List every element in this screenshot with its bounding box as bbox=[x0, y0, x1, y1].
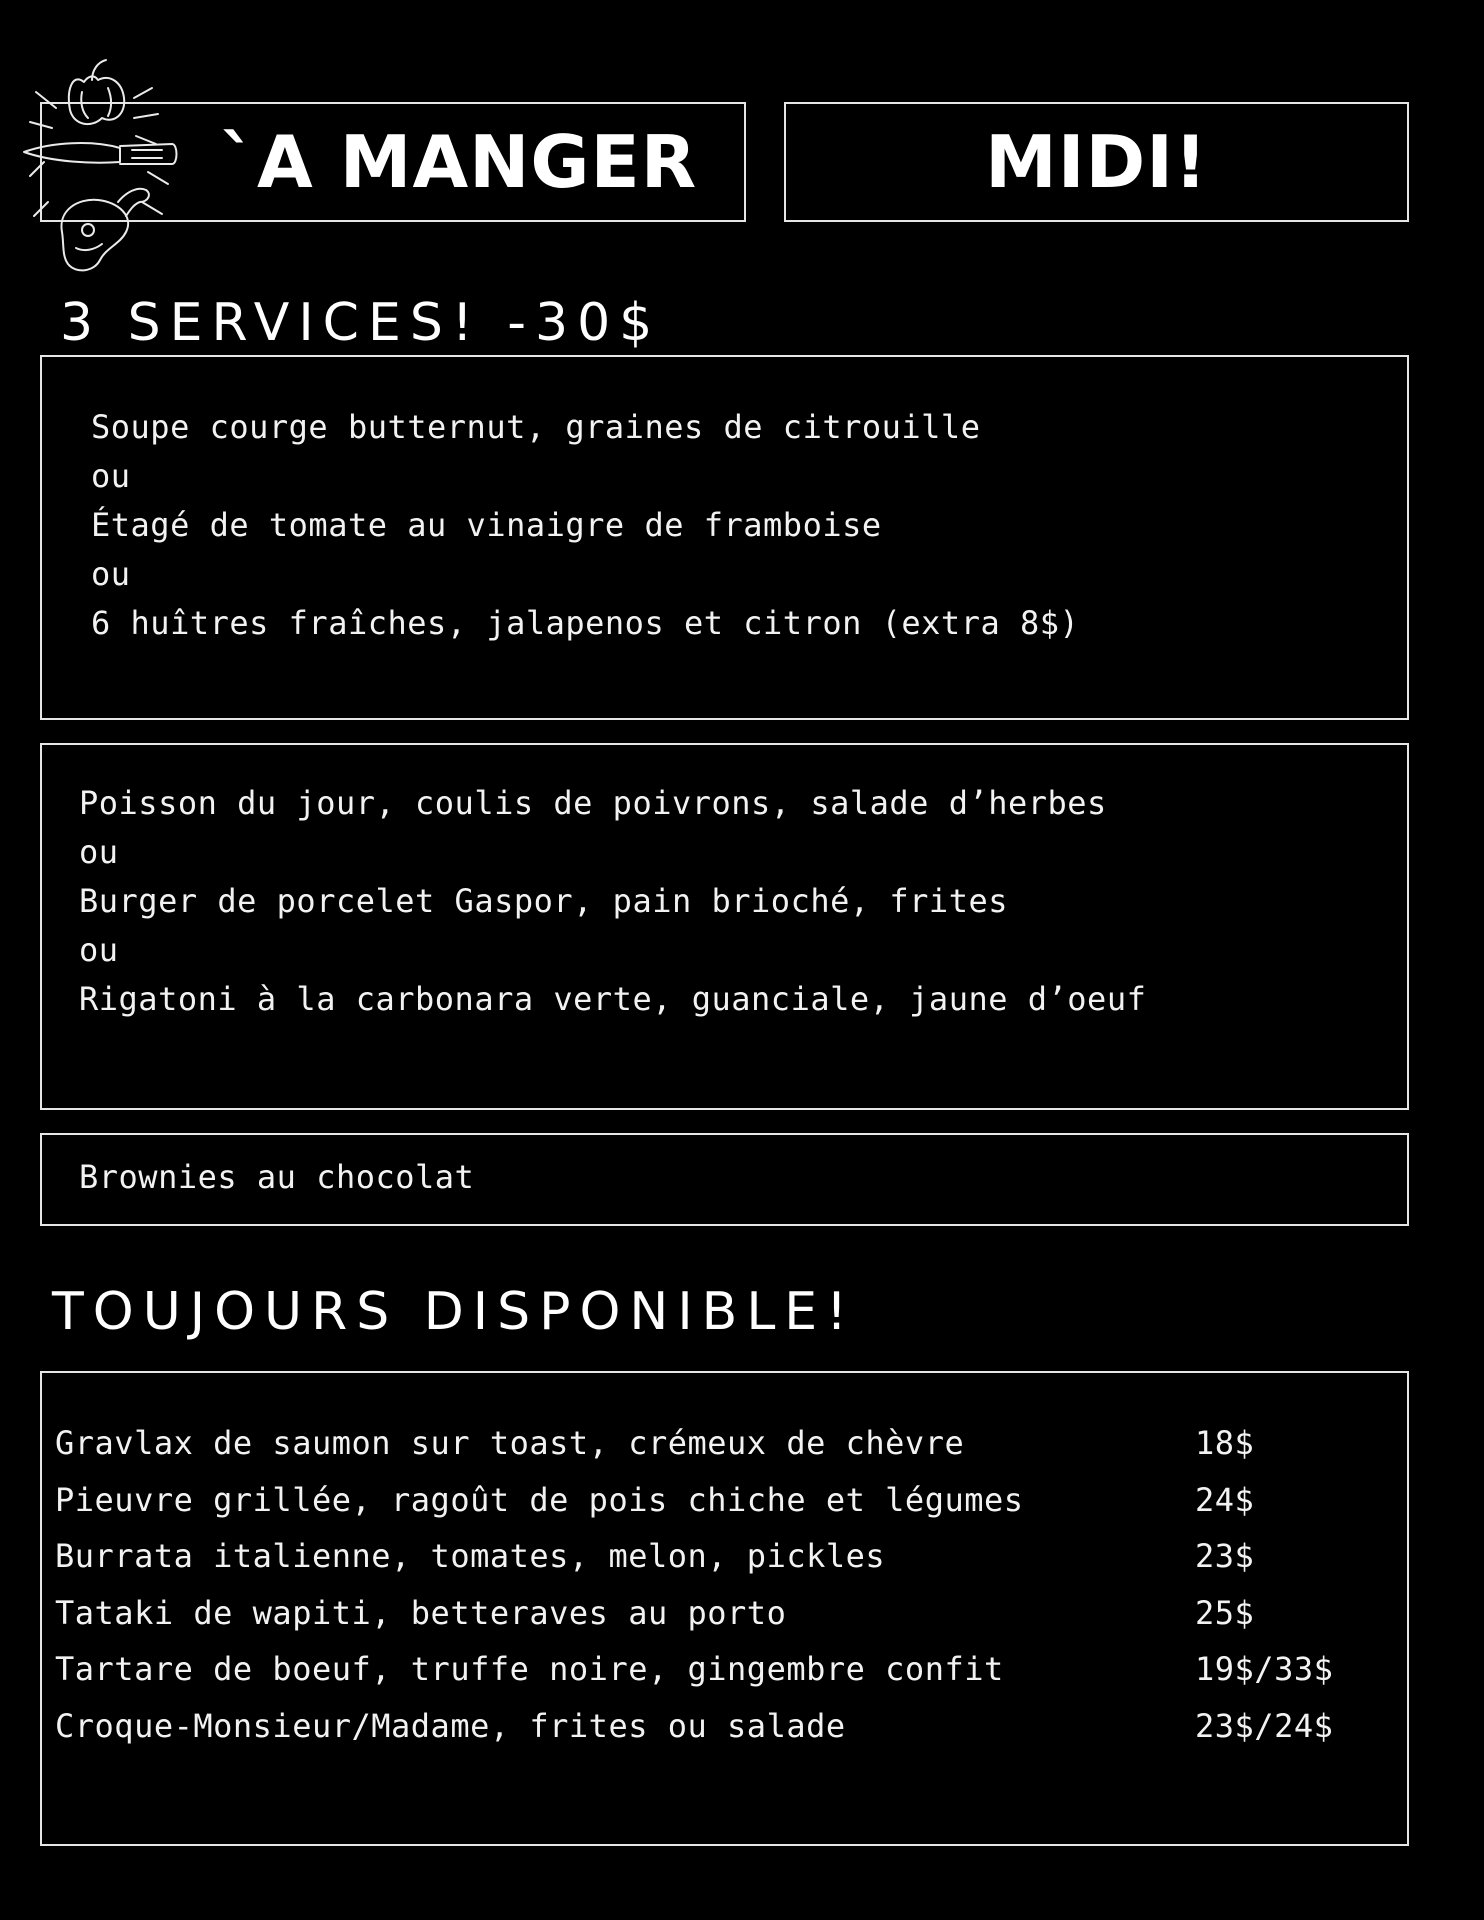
pepper-icon bbox=[69, 60, 124, 124]
dessert-box bbox=[40, 1133, 1409, 1226]
header-right-title: MIDI! bbox=[985, 120, 1208, 204]
toujours-heading: TOUJOURS DISPONIBLE! bbox=[52, 1282, 856, 1342]
plat-line: Poisson du jour, coulis de poivrons, salade d’herbes bbox=[79, 784, 1107, 822]
entree-line: Étagé de tomate au vinaigre de framboise bbox=[91, 506, 882, 544]
header-right-box bbox=[784, 102, 1409, 222]
plat-line: Burger de porcelet Gaspor, pain brioché, frites bbox=[79, 882, 1008, 920]
menu-item-dish: Tartare de boeuf, truffe noire, gingembre confit bbox=[55, 1650, 1004, 1688]
plats-box bbox=[40, 743, 1409, 1110]
sketch-illustration bbox=[22, 52, 192, 277]
entree-line: 6 huîtres fraîches, jalapenos et citron (extra 8$) bbox=[91, 604, 1080, 642]
menu-item-price: 24$ bbox=[1195, 1480, 1255, 1519]
entrees-box bbox=[40, 355, 1409, 720]
menu-item-price: 25$ bbox=[1195, 1593, 1255, 1632]
menu-item-dish: Tataki de wapiti, betteraves au porto bbox=[55, 1593, 787, 1632]
entree-line: Soupe courge butternut, graines de citrouille bbox=[91, 408, 981, 446]
menu-item-price: 23$/24$ bbox=[1195, 1706, 1334, 1745]
header-left-title: `A MANGER bbox=[220, 120, 698, 204]
menu-item-price: 23$ bbox=[1195, 1537, 1255, 1575]
prix-fixe-heading: 3 SERVICES! -30$ bbox=[60, 293, 662, 353]
dessert-text: Brownies au chocolat bbox=[79, 1158, 475, 1196]
menu-item-price: 19$/33$ bbox=[1195, 1650, 1334, 1688]
menu-item-price: 18$ bbox=[1195, 1424, 1255, 1462]
plat-line: Rigatoni à la carbonara verte, guanciale, jaune d’oeuf bbox=[79, 980, 1147, 1018]
knife-icon bbox=[24, 143, 177, 164]
plat-line: ou bbox=[79, 833, 119, 871]
menu-item-dish: Croque-Monsieur/Madame, frites ou salade bbox=[55, 1706, 846, 1745]
menu-item-dish: Burrata italienne, tomates, melon, pickles bbox=[55, 1537, 886, 1575]
entree-line: ou bbox=[91, 457, 131, 495]
entree-line: ou bbox=[91, 555, 131, 593]
menu-item-dish: Pieuvre grillée, ragoût de pois chiche et légumes bbox=[55, 1480, 1024, 1519]
entrees-list bbox=[91, 403, 1079, 648]
menu-item-dish: Gravlax de saumon sur toast, crémeux de chèvre bbox=[55, 1424, 965, 1462]
plats-list bbox=[79, 779, 1146, 1024]
plat-line: ou bbox=[79, 931, 119, 969]
ham-icon bbox=[61, 189, 148, 271]
